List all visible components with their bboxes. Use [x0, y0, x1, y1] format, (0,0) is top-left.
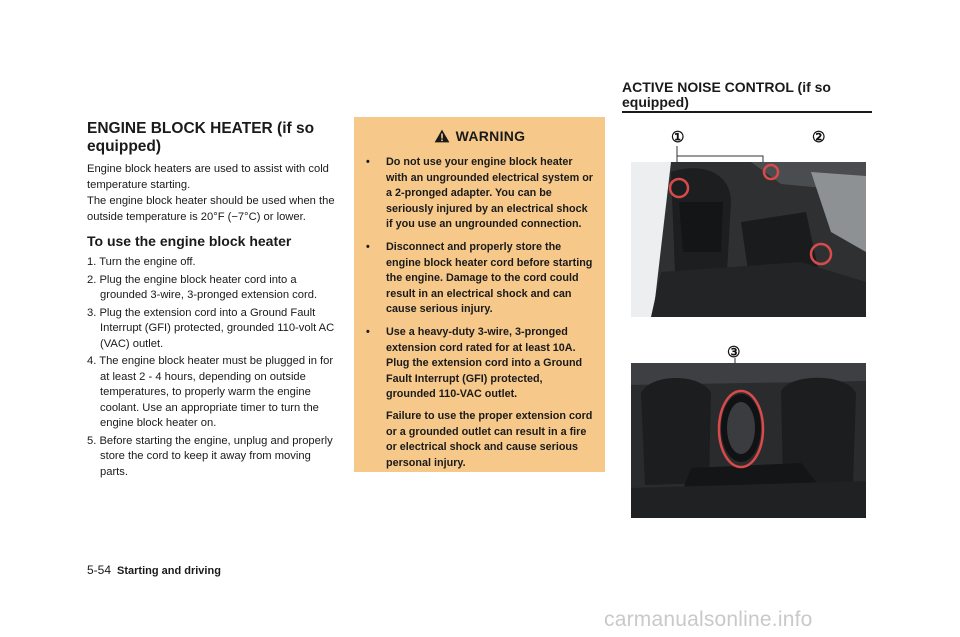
warning-title: WARNING: [455, 128, 526, 144]
anc-heading: ACTIVE NOISE CONTROL (if so equipped): [622, 80, 872, 113]
engine-block-heater-section: [87, 120, 337, 482]
warning-item-text: Do not use your engine block heater with an ungrounded electrical system or a 2-pronged adapter. You can be seriously injured by an electrical shock if you use an ungrounded connection.: [386, 156, 593, 231]
list-item: 3. Plug the extension cord into a Ground Fault Interrupt (GFI) protected, grounded 110-volt AC (VAC) outlet.: [87, 306, 335, 350]
steps-list: [87, 255, 337, 480]
warning-item: • Do not use your engine block heater with an ungrounded electrical system or a 2-pronged adapter. You can be seriously injured by an electrical shock if you use an ungrounded connection.: [366, 156, 593, 231]
warning-triangle-icon: [434, 129, 450, 143]
warning-item-text: Disconnect and properly store the engine block heater cord before starting the engine. Damage to the cord could result in an electrical shock and can cause serious injury.: [386, 240, 593, 316]
section-heading: ENGINE BLOCK HEATER (if so equipped): [87, 120, 315, 155]
front-cabin-photo: [631, 162, 866, 317]
warning-list: [354, 155, 605, 403]
intro-paragraph: Engine block heaters are used to assist with cold temperature starting.: [87, 163, 329, 191]
warning-item: • Use a heavy-duty 3-wire, 3-pronged extension cord rated for at least 10A. Plug the extension cord into a Ground Fault Interrupt (GFI) protected, grounded 110-VAC outlet.: [366, 325, 583, 401]
callout-3: ③: [727, 344, 741, 361]
warning-box: [354, 117, 605, 472]
warning-header: [354, 119, 605, 153]
rear-cabin-photo: [631, 363, 866, 518]
warning-item: • Disconnect and properly store the engine block heater cord before starting the engine. Damage to the cord could result in an electrical shock and can cause serious injury.: [366, 240, 593, 316]
callout-2: ②: [812, 129, 826, 146]
list-item: 5. Before starting the engine, unplug and properly store the cord to keep it away from moving parts.: [87, 434, 333, 478]
temperature-paragraph: The engine block heater should be used when the outside temperature is 20°F (−7°C) or lower.: [87, 195, 335, 223]
page-footer: [87, 563, 221, 577]
list-item: 4. The engine block heater must be plugged in for at least 2 - 4 hours, depending on outside temperatures, to properly warm the engine coolant. Use an appropriate timer to turn the engine block heater on.: [87, 355, 334, 429]
watermark: carmanualsonline.info: [604, 608, 813, 631]
subsection-heading: To use the engine block heater: [87, 233, 292, 249]
section-name: Starting and driving: [117, 565, 221, 577]
page-number: 5-54: [87, 563, 112, 577]
warning-note: Failure to use the proper extension cord or a grounded outlet can result in a fire or electrical shock and cause serious personal injury.: [386, 409, 593, 469]
callout-1: ①: [671, 129, 685, 146]
warning-item-text: Use a heavy-duty 3-wire, 3-pronged extension cord rated for at least 10A. Plug the extension cord into a Ground Fault Interrupt (GFI) protected, grounded 110-VAC outlet.: [386, 325, 583, 401]
list-item: 1. Turn the engine off.: [87, 256, 196, 268]
list-item: 2. Plug the engine block heater cord into a grounded 3-wire, 3-pronged extension cord.: [87, 273, 318, 301]
